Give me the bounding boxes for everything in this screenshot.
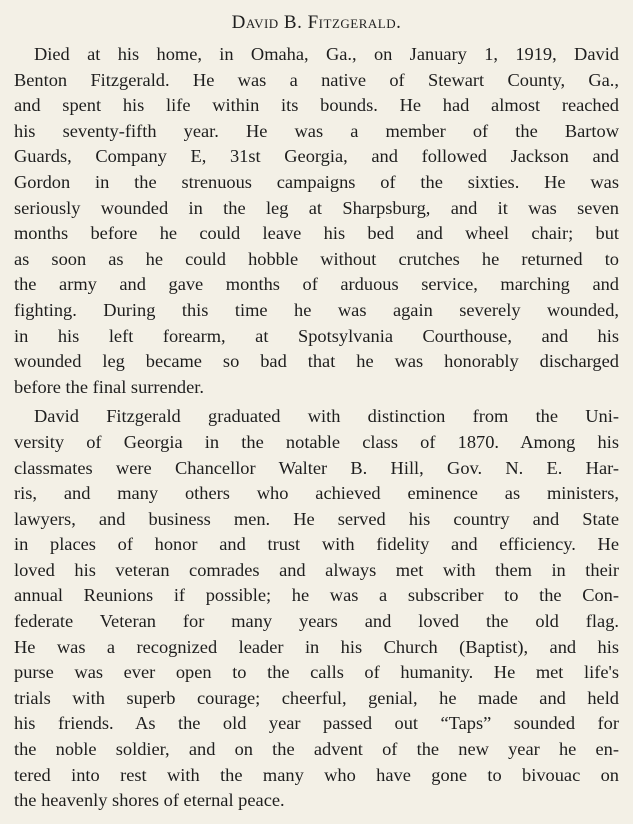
text-line: federate Veteran for many years and loved the old flag. [14,611,619,632]
text-line: and spent his life within its bounds. He had almost reached [14,95,619,116]
text-line: as soon as he could hobble without crutches he returned to [14,248,619,269]
text-line: lawyers, and business men. He served his country and State [14,508,619,529]
text-line: versity of Georgia in the notable class of 1870. Among his [14,431,619,452]
text-line: the army and gave months of arduous service, marching and [14,274,619,295]
text-line: months before he could leave his bed and wheel chair; but [14,223,619,244]
text-line: purse was ever open to the calls of humanity. He met life's [14,662,619,683]
text-line: before the final surrender. [14,376,204,397]
text-line: Died at his home, in Omaha, Ga., on January 1, 1919, David [34,44,619,64]
text-line: ris, and many others who achieved eminence as ministers, [14,483,619,504]
text-line: Gordon in the strenuous campaigns of the sixties. He was [14,171,619,192]
text-line: fighting. During this time he was again severely wounded, [14,299,619,320]
text-line: trials with superb courage; cheerful, genial, he made and held [14,687,619,708]
text-line: Benton Fitzgerald. He was a native of Stewart County, Ga., [14,69,619,90]
article-title: David B. Fitzgerald. [231,12,402,33]
text-line: in places of honor and trust with fidelity and efficiency. He [14,534,619,555]
text-line: annual Reunions if possible; he was a subscriber to the Con- [14,585,619,606]
text-line: seriously wounded in the leg at Sharpsburg, and it was seven [14,197,619,218]
paragraph-2 [14,404,619,814]
text-line: tered into rest with the many who have gone to bivouac on [14,764,619,785]
text-line: wounded leg became so bad that he was honorably discharged [14,351,619,372]
text-line: Guards, Company E, 31st Georgia, and followed Jackson and [14,146,619,167]
text-line: classmates were Chancellor Walter B. Hill, Gov. N. E. Har- [14,457,619,478]
text-line: He was a recognized leader in his Church (Baptist), and his [14,636,619,657]
text-line: the noble soldier, and on the advent of the new year he en- [14,739,619,760]
text-line: in his left forearm, at Spotsylvania Courthouse, and his [14,325,619,346]
text-line: his friends. As the old year passed out “Taps” sounded for [14,713,619,734]
text-line: loved his veteran comrades and always met with them in their [14,559,619,580]
text-line: David Fitzgerald graduated with distinction from the Uni- [34,406,619,427]
text-line: his seventy-fifth year. He was a member of the Bartow [14,120,619,141]
paragraph-1 [14,42,619,400]
text-line: the heavenly shores of eternal peace. [14,790,285,811]
